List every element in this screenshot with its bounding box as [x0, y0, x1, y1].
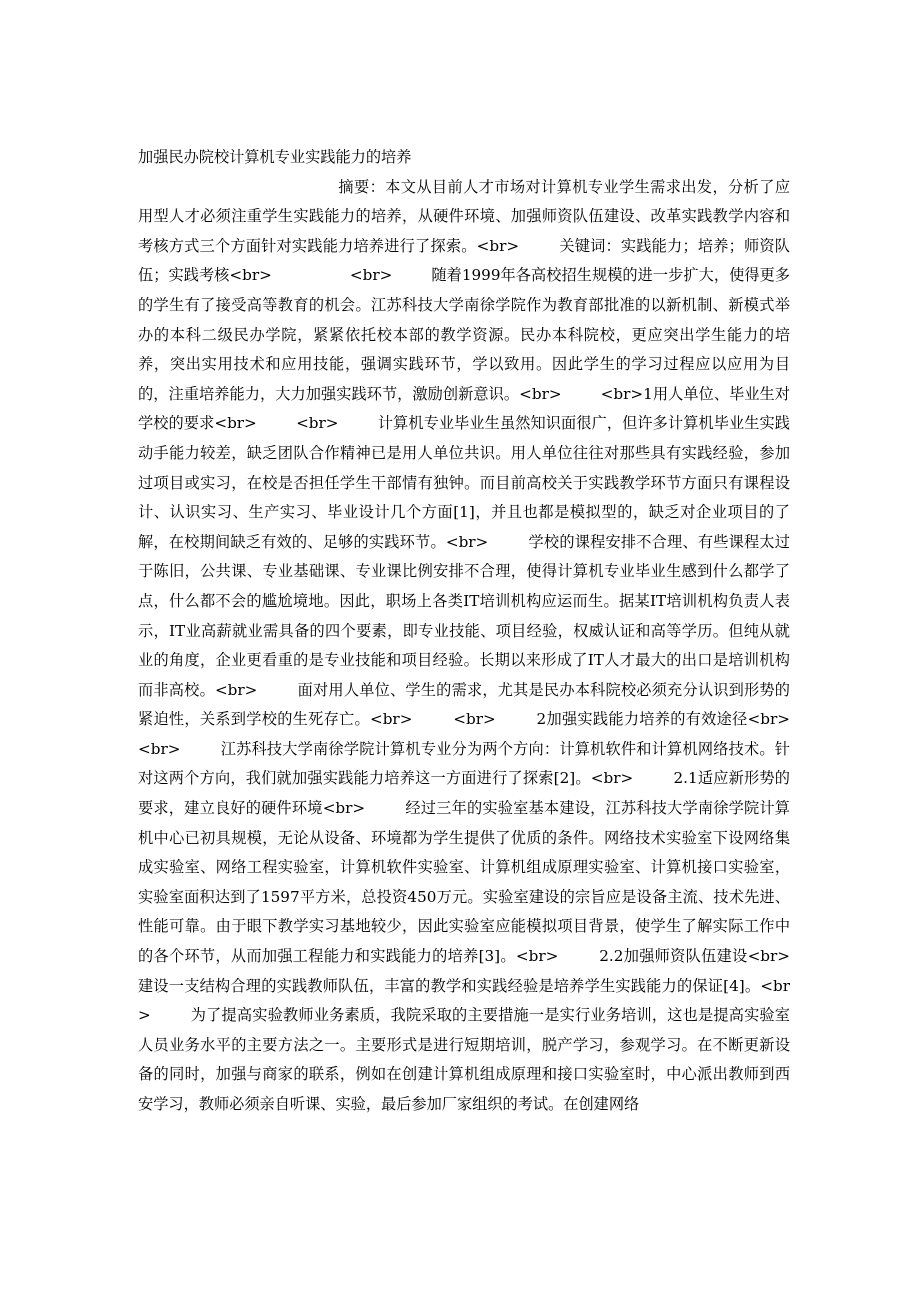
document-body	[138, 173, 829, 1120]
document-content	[138, 143, 829, 1120]
document-body-text: 摘要：本文从目前人才市场对计算机专业学生需求出发，分析了应用型人才必须注重学生实践能力的培养，从硬件环境、加强师资队伍建设、改革实践教学内容和考核方式三个方面针对实践能力培养进行了探索。<br> 关键词：实践能力；培养；师资队伍；实践考核<br> <br> 随着1999年各高校招生规模的进一步扩大，使得更多的学生有了接受高等教育的机会。江苏科技大学南徐学院作为教育部批准的以新机制、新模式举办的本科二级民办学院，紧紧依托校本部的教学资源。民办本科院校，更应突出学生能力的培养，突出实用技术和应用技能，强调实践环节，学以致用。因此学生的学习过程应以应用为目的，注重培养能力，大力加强实践环节，激励创新意识。<br> <br>1用人单位、毕业生对学校的要求<br> <br> 计算机专业毕业生虽然知识面很广，但许多计算机毕业生实践动手能力较差，缺乏团队合作精神已是用人单位共识。用人单位往往对那些具有实践经验，参加过项目或实习，在校是否担任学生干部情有独钟。而目前高校关于实践教学环节方面只有课程设计、认识实习、生产实习、毕业设计几个方面[1]，并且也都是模拟型的，缺乏对企业项目的了解，在校期间缺乏有效的、足够的实践环节。<br> 学校的课程安排不合理、有些课程太过于陈旧，公共课、专业基础课、专业课比例安排不合理，使得计算机专业毕业生感到什么都学了点，什么都不会的尴尬境地。因此，职场上各类IT培训机构应运而生。据某IT培训机构负责人表示，IT业高薪就业需具备的四个要素，即专业技能、项目经验，权威认证和高等学历。但纯从就业的角度，企业更看重的是专业技能和项目经验。长期以来形成了IT人才最大的出口是培训机构而非高校。<br> 面对用人单位、学生的需求，尤其是民办本科院校必须充分认识到形势的紧迫性，关系到学校的生死存亡。<br> <br> 2加强实践能力培养的有效途径<br> <br> 江苏科技大学南徐学院计算机专业分为两个方向：计算机软件和计算机网络技术。针对这两个方向，我们就加强实践能力培养这一方面进行了探索[2]。<br> 2.1适应新形势的要求，建立良好的硬件环境<br> 经过三年的实验室基本建设，江苏科技大学南徐学院计算机中心已初具规模，无论从设备、环境都为学生提供了优质的条件。网络技术实验室下设网络集成实验室、网络工程实验室，计算机软件实验室、计算机组成原理实验室、计算机接口实验室，实验室面积达到了1597平方米，总投资450万元。实验室建设的宗旨应是设备主流、技术先进、性能可靠。由于眼下教学实习基地较少，因此实验室应能模拟项目背景，使学生了解实际工作中的各个环节，从而加强工程能力和实践能力的培养[3]。<br> 2.2加强师资队伍建设<br> 建设一支结构合理的实践教师队伍，丰富的教学和实践经验是培养学生实践能力的保证[4]。<br> 为了提高实验教师业务素质，我院采取的主要措施一是实行业务培训，这也是提高实验室人员业务水平的主要方法之一。主要形式是进行短期培训，脱产学习，参观学习。在不断更新设备的同时，加强与商家的联系，例如在创建计算机组成原理和接口实验室时，中心派出教师到西安学习，教师必须亲自听课、实验，最后参加厂家组织的考试。在创建网络	[138, 177, 829, 1113]
document-title: 加强民办院校计算机专业实践能力的培养	[138, 148, 412, 166]
